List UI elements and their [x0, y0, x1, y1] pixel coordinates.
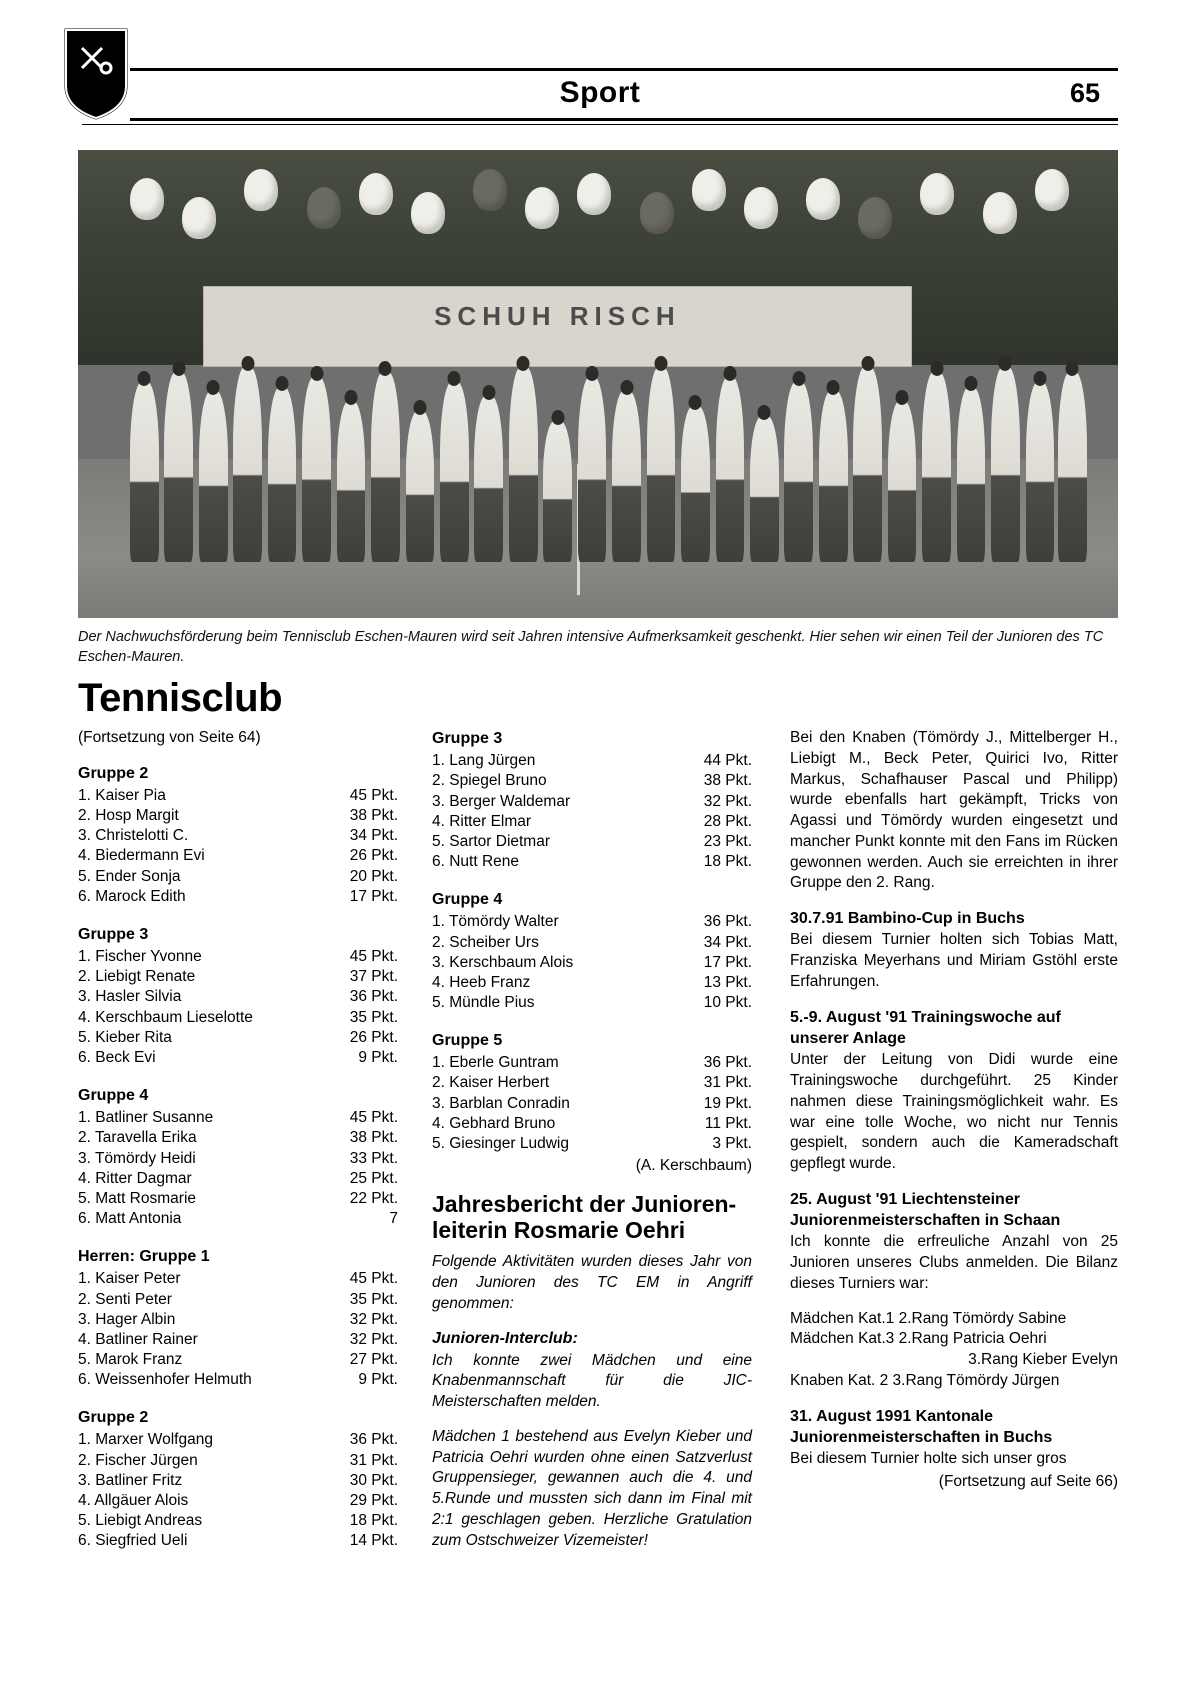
player-name: 1. Eberle Guntram	[432, 1054, 559, 1072]
table-row	[432, 832, 752, 852]
group-title: Herren: Gruppe 1	[78, 1248, 210, 1266]
player-points: 36 Pkt.	[349, 1431, 398, 1449]
player-points: 18 Pkt.	[703, 852, 752, 870]
article-title: Tennisclub	[78, 676, 283, 720]
result-line: 3.Rang Kieber Evelyn	[968, 1351, 1118, 1369]
page-title: Sport	[559, 76, 641, 109]
column-three	[790, 728, 1118, 1493]
bambino-cup-text: Bei diesem Turnier holten sich Tobias Matt, Franziska Meyerhans und Miriam Gstöhl erste Erfahrungen.	[790, 931, 1118, 990]
table-row	[78, 1108, 398, 1128]
table-row	[78, 1028, 398, 1048]
group-title: Gruppe 4	[78, 1086, 149, 1104]
group-title: Gruppe 4	[432, 891, 503, 909]
photo-caption: Der Nachwuchsförderung beim Tennisclub Eschen-Mauren wird seit Jahren intensive Aufmerksamkeit geschenkt. Hier sehen wir einen Teil der Junioren des TC Eschen-Mauren.	[78, 629, 1104, 665]
table-row	[78, 1370, 398, 1390]
interclub-paragraph-1: Ich konnte zwei Mädchen und eine Knabenmannschaft für die JIC-Meisterschaften melden.	[432, 1351, 752, 1411]
table-row	[78, 1511, 398, 1531]
player-name: 5. Matt Rosmarie	[78, 1189, 197, 1207]
interclub-paragraph-2: Mädchen 1 bestehend aus Evelyn Kieber und Patricia Oehri wurden ohne einen Satzverlust Gruppensieger, gewannen auch die 4. und 5.Runde und mussten sich dann im Final mit 2:1 geschlagen geben. Herzliche Gratulation zum Ostschweizer Vizemeister!	[432, 1427, 752, 1549]
table-row	[432, 771, 752, 791]
player-name: 4. Heeb Franz	[432, 973, 531, 991]
player-name: 1. Tömördy Walter	[432, 913, 559, 931]
player-points: 34 Pkt.	[703, 933, 752, 951]
table-row	[78, 1149, 398, 1169]
table-row	[432, 933, 752, 953]
table-row	[432, 1073, 752, 1093]
photo-people-group	[130, 318, 1087, 561]
player-name: 6. Nutt Rene	[432, 852, 520, 870]
player-points: 19 Pkt.	[703, 1094, 752, 1112]
player-name: 1. Fischer Yvonne	[78, 948, 202, 966]
group-block	[78, 924, 398, 1068]
player-points: 28 Pkt.	[703, 812, 752, 830]
player-points: 44 Pkt.	[703, 752, 752, 770]
group-block	[78, 763, 398, 907]
player-name: 5. Marok Franz	[78, 1350, 183, 1368]
table-row	[432, 812, 752, 832]
player-name: 5. Mündle Pius	[432, 993, 535, 1011]
player-name: 5. Giesinger Ludwig	[432, 1134, 569, 1152]
group-title: Gruppe 3	[432, 730, 503, 747]
column-two	[432, 728, 752, 1551]
result-line: Knaben Kat. 2 3.Rang Tömördy Jürgen	[790, 1371, 1060, 1389]
player-name: 6. Beck Evi	[78, 1048, 156, 1066]
player-points: 10 Pkt.	[703, 993, 752, 1011]
table-row	[432, 1094, 752, 1114]
table-row	[78, 1209, 398, 1229]
player-name: 2. Liebigt Renate	[78, 968, 196, 986]
table-row	[78, 1290, 398, 1310]
report-intro: Folgende Aktivitäten wurden dieses Jahr von den Junioren des TC EM in Angriff genommen:	[432, 1253, 752, 1312]
player-name: 4. Ritter Elmar	[432, 812, 532, 830]
table-row	[78, 867, 398, 887]
player-name: 2. Scheiber Urs	[432, 933, 539, 951]
player-points: 35 Pkt.	[349, 1008, 398, 1026]
player-name: 4. Allgäuer Alois	[78, 1491, 189, 1509]
player-name: 1. Kaiser Peter	[78, 1270, 181, 1288]
table-row	[78, 1269, 398, 1289]
player-points: 31 Pkt.	[703, 1074, 752, 1092]
player-points: 38 Pkt.	[349, 1129, 398, 1147]
player-points: 17 Pkt.	[703, 953, 752, 971]
table-row	[432, 792, 752, 812]
player-points: 26 Pkt.	[349, 847, 398, 865]
player-points: 38 Pkt.	[703, 772, 752, 790]
table-row	[78, 1310, 398, 1330]
player-points: 45 Pkt.	[349, 1270, 398, 1288]
table-row	[432, 993, 752, 1013]
interclub-heading: Junioren-Interclub:	[432, 1330, 578, 1348]
training-week-heading: 5.-9. August '91 Trainingswoche auf unserer Anlage	[790, 1008, 1061, 1047]
page-number: 65	[1069, 78, 1100, 108]
table-row	[78, 1451, 398, 1471]
group-title: Gruppe 2	[78, 1409, 149, 1427]
table-row	[78, 1531, 398, 1551]
player-name: 4. Biedermann Evi	[78, 847, 205, 865]
table-row	[432, 1053, 752, 1073]
player-name: 3. Christelotti C.	[78, 827, 189, 845]
results-list	[790, 1309, 1118, 1392]
player-name: 2. Spiegel Bruno	[432, 772, 547, 790]
coat-of-arms-icon	[62, 26, 130, 122]
player-points: 18 Pkt.	[349, 1512, 398, 1530]
player-points: 9 Pkt.	[358, 1048, 398, 1066]
player-points: 34 Pkt.	[349, 827, 398, 845]
table-row	[78, 1048, 398, 1068]
group-title: Gruppe 5	[432, 1032, 503, 1050]
player-points: 36 Pkt.	[703, 1054, 752, 1072]
table-row	[78, 1330, 398, 1350]
result-line: Mädchen Kat.3 2.Rang Patricia Oehri	[790, 1330, 1047, 1348]
player-name: 4. Kerschbaum Lieselotte	[78, 1008, 253, 1026]
table-row	[78, 967, 398, 987]
result-line: Mädchen Kat.1 2.Rang Tömördy Sabine	[790, 1309, 1067, 1327]
buchs-championships-heading: 31. August 1991 Kantonale Juniorenmeisterschaften in Buchs	[790, 1407, 1053, 1446]
player-points: 7	[389, 1209, 398, 1227]
table-row	[432, 1134, 752, 1154]
player-points: 20 Pkt.	[349, 867, 398, 885]
player-points: 17 Pkt.	[349, 887, 398, 905]
table-row	[78, 846, 398, 866]
player-name: 1. Lang Jürgen	[432, 752, 536, 770]
table-row	[78, 887, 398, 907]
training-week-text: Unter der Leitung von Didi wurde eine Trainingswoche durchgeführt. 25 Kinder nahmen diese Trainingsmöglichkeit wahr. Es war eine tolle Woche, wo nicht nur Tennis gespielt, sondern auch die Kameradschaft gepflegt wurde.	[790, 1051, 1118, 1173]
player-points: 36 Pkt.	[349, 988, 398, 1006]
player-name: 6. Matt Antonia	[78, 1209, 182, 1227]
player-name: 1. Kaiser Pia	[78, 787, 166, 805]
player-points: 3 Pkt.	[712, 1134, 752, 1152]
player-name: 6. Weissenhofer Helmuth	[78, 1371, 252, 1389]
player-name: 5. Sartor Dietmar	[432, 832, 551, 850]
player-name: 6. Siegfried Ueli	[78, 1532, 188, 1550]
player-name: 4. Ritter Dagmar	[78, 1169, 192, 1187]
player-points: 23 Pkt.	[703, 832, 752, 850]
header-rule-top	[82, 68, 1118, 71]
player-name: 3. Kerschbaum Alois	[432, 953, 574, 971]
table-row	[432, 973, 752, 993]
player-points: 33 Pkt.	[349, 1149, 398, 1167]
player-name: 5. Ender Sonja	[78, 867, 181, 885]
group-block	[432, 1030, 752, 1177]
photo-banner-text: SCHUH RISCH	[434, 301, 681, 332]
player-points: 38 Pkt.	[349, 807, 398, 825]
group-block	[78, 1407, 398, 1551]
player-points: 32 Pkt.	[349, 1310, 398, 1328]
player-points: 22 Pkt.	[349, 1189, 398, 1207]
player-points: 45 Pkt.	[349, 1109, 398, 1127]
table-row	[78, 1491, 398, 1511]
schaan-championships-heading: 25. August '91 Liechtensteiner Juniorenmeisterschaften in Schaan	[790, 1190, 1061, 1230]
player-name: 3. Tömördy Heidi	[78, 1149, 196, 1167]
table-row	[78, 826, 398, 846]
table-row	[78, 806, 398, 826]
player-name: 3. Barblan Conradin	[432, 1094, 570, 1112]
player-name: 3. Hager Albin	[78, 1310, 176, 1328]
page-header	[82, 60, 1118, 128]
group-block	[432, 889, 752, 1013]
player-name: 3. Hasler Silvia	[78, 988, 182, 1006]
continuation-to: (Fortsetzung auf Seite 66)	[938, 1473, 1118, 1490]
group-block	[432, 728, 752, 872]
continuation-from: (Fortsetzung von Seite 64)	[78, 729, 261, 746]
player-name: 3. Batliner Fritz	[78, 1471, 183, 1489]
player-name: 6. Marock Edith	[78, 887, 186, 905]
group-block	[78, 1246, 398, 1390]
table-row	[78, 1350, 398, 1370]
player-name: 1. Marxer Wolfgang	[78, 1431, 213, 1449]
player-name: 2. Fischer Jürgen	[78, 1451, 198, 1469]
table-row	[432, 751, 752, 771]
table-row	[78, 786, 398, 806]
player-name: 5. Liebigt Andreas	[78, 1512, 203, 1530]
table-row	[78, 987, 398, 1007]
column-one	[78, 728, 398, 1568]
table-row	[432, 912, 752, 932]
table-row	[78, 1128, 398, 1148]
table-row	[78, 1430, 398, 1450]
player-points: 11 Pkt.	[704, 1114, 752, 1132]
table-row	[78, 1008, 398, 1028]
group-title: Gruppe 2	[78, 764, 149, 782]
buchs-championships-text: Bei diesem Turnier holte sich unser gros	[790, 1450, 1067, 1468]
player-points: 45 Pkt.	[349, 787, 398, 805]
player-points: 35 Pkt.	[349, 1290, 398, 1308]
player-name: 3. Berger Waldemar	[432, 792, 571, 810]
player-points: 25 Pkt.	[349, 1169, 398, 1187]
knaben-paragraph: Bei den Knaben (Tömördy J., Mittelberger H., Liebigt M., Beck Peter, Quirici Ivo, Ritter Markus, Schafhauser Pascal und Philipp) wurde ebenfalls hart gekämpft, Tricks von Agassi und Tömördy wurden eingesetzt und mancher Punkt konnte mit den Fans im Rücken gewonnen werden. Auch sie erreichten in ihrer Gruppe den 2. Rang.	[790, 729, 1118, 892]
player-points: 32 Pkt.	[349, 1330, 398, 1348]
group-block	[78, 1085, 398, 1229]
table-row	[432, 852, 752, 872]
player-name: 5. Kieber Rita	[78, 1028, 172, 1046]
player-name: 2. Senti Peter	[78, 1290, 172, 1308]
player-name: 2. Kaiser Herbert	[432, 1074, 550, 1092]
header-rule-bottom	[82, 118, 1118, 121]
player-points: 30 Pkt.	[349, 1471, 398, 1489]
player-name: 4. Gebhard Bruno	[432, 1114, 556, 1132]
table-row	[78, 1169, 398, 1189]
player-points: 36 Pkt.	[703, 913, 752, 931]
player-points: 27 Pkt.	[349, 1350, 398, 1368]
bambino-cup-heading: 30.7.91 Bambino-Cup in Buchs	[790, 910, 1025, 928]
player-points: 14 Pkt.	[349, 1532, 398, 1550]
player-name: 2. Hosp Margit	[78, 807, 179, 825]
player-points: 37 Pkt.	[349, 968, 398, 986]
header-rule-bottom-thin	[82, 124, 1118, 125]
player-points: 9 Pkt.	[358, 1371, 398, 1389]
table-row	[432, 953, 752, 973]
schaan-championships-text: Ich konnte die erfreuliche Anzahl von 25 Junioren unseres Clubs anmelden. Die Bilanz dieses Turniers war:	[790, 1233, 1118, 1292]
player-name: 4. Batliner Rainer	[78, 1330, 198, 1348]
table-row	[78, 947, 398, 967]
player-name: 1. Batliner Susanne	[78, 1109, 214, 1127]
player-points: 29 Pkt.	[349, 1491, 398, 1509]
signature: (A. Kerschbaum)	[635, 1157, 752, 1175]
player-points: 45 Pkt.	[349, 948, 398, 966]
photo-juniors-tennis-club	[78, 150, 1118, 618]
player-points: 13 Pkt.	[703, 973, 752, 991]
player-name: 2. Taravella Erika	[78, 1129, 197, 1147]
table-row	[78, 1471, 398, 1491]
player-points: 32 Pkt.	[703, 792, 752, 810]
group-title: Gruppe 3	[78, 925, 149, 943]
player-points: 31 Pkt.	[349, 1451, 398, 1469]
table-row	[78, 1189, 398, 1209]
player-points: 26 Pkt.	[349, 1028, 398, 1046]
table-row	[432, 1114, 752, 1134]
report-title: Jahresbericht der Junioren-leiterin Rosmarie Oehri	[432, 1190, 737, 1244]
